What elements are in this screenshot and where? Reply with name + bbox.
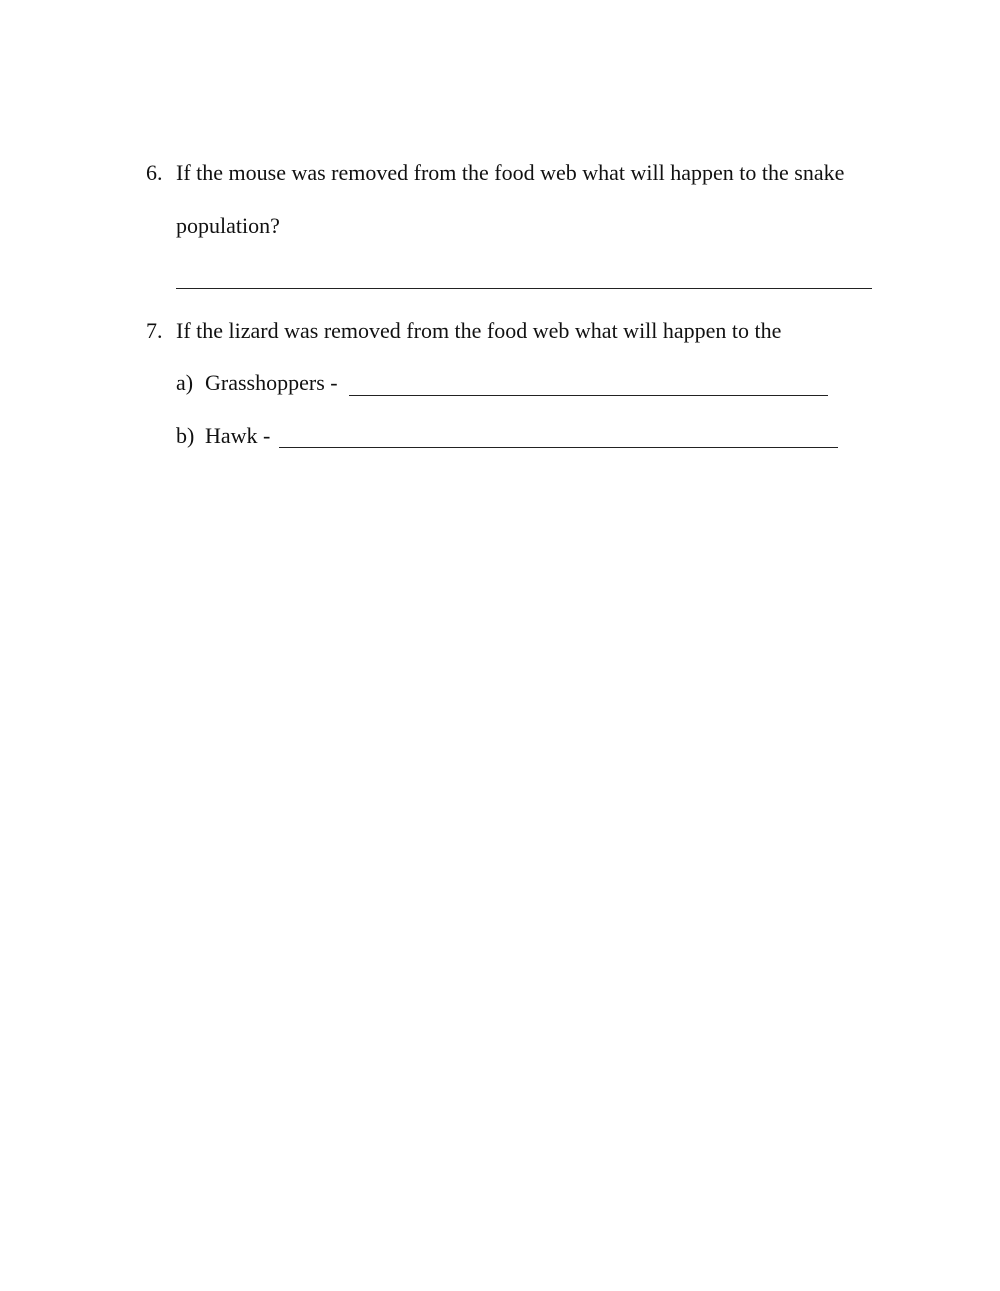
part-b-label: b) (176, 423, 195, 448)
answer-blank-hawk[interactable] (279, 447, 838, 448)
question-text-continued: population? (176, 213, 280, 238)
question-number: 6. (146, 160, 163, 185)
part-a-text: Grasshoppers - (205, 370, 338, 395)
question-number: 7. (146, 318, 163, 343)
answer-blank-grasshoppers[interactable] (349, 395, 828, 396)
question-text: If the mouse was removed from the food web what will happen to the snake (176, 160, 845, 185)
part-a-label: a) (176, 370, 194, 395)
question-text: If the lizard was removed from the food web what will happen to the (176, 318, 782, 343)
answer-blank[interactable] (176, 288, 872, 289)
part-b-text: Hawk - (205, 423, 271, 448)
